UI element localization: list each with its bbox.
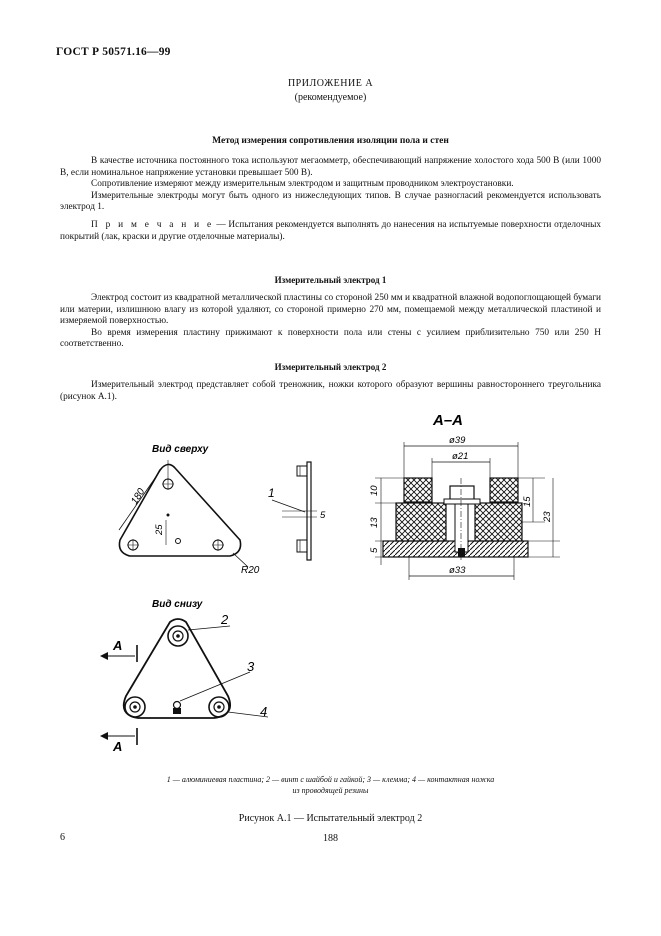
dim-15-label: 15 xyxy=(522,496,533,507)
figure-legend xyxy=(0,774,661,796)
page-number-left: 6 xyxy=(60,832,65,843)
document-header: ГОСТ Р 50571.16—99 xyxy=(56,46,171,58)
dim-25-label: 25 xyxy=(154,524,165,535)
electrode-1-title: Измерительный электрод 1 xyxy=(274,275,387,285)
appendix-title: ПРИЛОЖЕНИЕ А xyxy=(287,78,374,89)
dim-21-label: ø21 xyxy=(452,451,469,462)
bottom-view-plate-outline xyxy=(124,619,230,718)
dim-10-label: 10 xyxy=(369,485,380,496)
section-aa-label: А–А xyxy=(433,412,464,429)
paragraph-3: Измерительные электроды могут быть одного из нижеследующих типов. В случае разногласий рекомендуется использовать электрод 1. xyxy=(60,190,601,213)
section-marker-bottom-label: А xyxy=(113,739,123,754)
section-title: Метод измерения сопротивления изоляции пола и стен xyxy=(212,136,449,146)
section-body xyxy=(383,478,528,560)
page-number-center: 188 xyxy=(323,833,338,844)
electrode-1-paragraph-1: Электрод состоит из квадратной металлической пластины со стороной 250 мм и квадратной влажной водопоглощающей бумаги или материи, излишнюю влагу из которой удаляют, со стороной примерно 270 мм, помещаемой между металлической пластиной и измеряемой поверхностью. xyxy=(60,293,601,327)
dim-180-label: 180 xyxy=(129,486,148,507)
dim-13-label: 13 xyxy=(369,517,380,528)
view-top-label: Вид сверху xyxy=(152,444,209,455)
callout-1-label: 1 xyxy=(268,486,275,500)
dim-39-label: ø39 xyxy=(449,435,466,446)
note-label: П р и м е ч а н и е xyxy=(91,219,214,230)
dim-33-label: ø33 xyxy=(449,565,466,576)
figure-title: Рисунок А.1 — Испытательный электрод 2 xyxy=(238,813,423,824)
view-bottom-label: Вид снизу xyxy=(152,599,203,610)
electrode-2-title: Измерительный электрод 2 xyxy=(274,362,387,372)
callout-2-label: 2 xyxy=(221,612,229,627)
side-view xyxy=(272,462,317,560)
note-text: — Испытания рекомендуется выполнять до нанесения на испытуемые поверхности отделочных покрытий (лак, краски и другие отделочные материалы). xyxy=(60,219,601,242)
callout-3-label: 3 xyxy=(247,659,255,674)
dim-r20-label: R20 xyxy=(241,565,260,576)
appendix-subtitle: (рекомендуемое) xyxy=(294,92,367,103)
dim-5-section-label: 5 xyxy=(369,547,380,553)
dim-23-label: 23 xyxy=(542,511,553,522)
figure-legend-line-1: 1 — алюминиевая пластина; 2 — винт с шайбой и гайкой; 3 — клемма; 4 — контактная ножка xyxy=(166,775,495,784)
callout-4-label: 4 xyxy=(260,704,268,719)
paragraph-2: Сопротивление измеряют между измерительным электродом и защитным проводником электроустановки. xyxy=(91,179,514,190)
dim-5-side-label: 5 xyxy=(320,510,326,521)
section-marker-top-label: А xyxy=(113,638,123,653)
electrode-2-paragraph-1: Измерительный электрод представляет собой треножник, ножки которого образуют вершины равностороннего треугольника (рисунок А.1). xyxy=(60,380,601,402)
paragraph-1: В качестве источника постоянного тока используют мегаомметр, обеспечивающий напряжение холостого хода 500 В (или 1000 В, если номинальное напряжение установки превышает 500 В). xyxy=(60,156,601,178)
figure-legend-line-2: из проводящей резины xyxy=(292,786,369,795)
electrode-1-paragraph-2: Во время измерения пластину прижимают к поверхности пола или стены с усилием приблизительно 750 или 250 Н соответственно. xyxy=(60,327,601,350)
